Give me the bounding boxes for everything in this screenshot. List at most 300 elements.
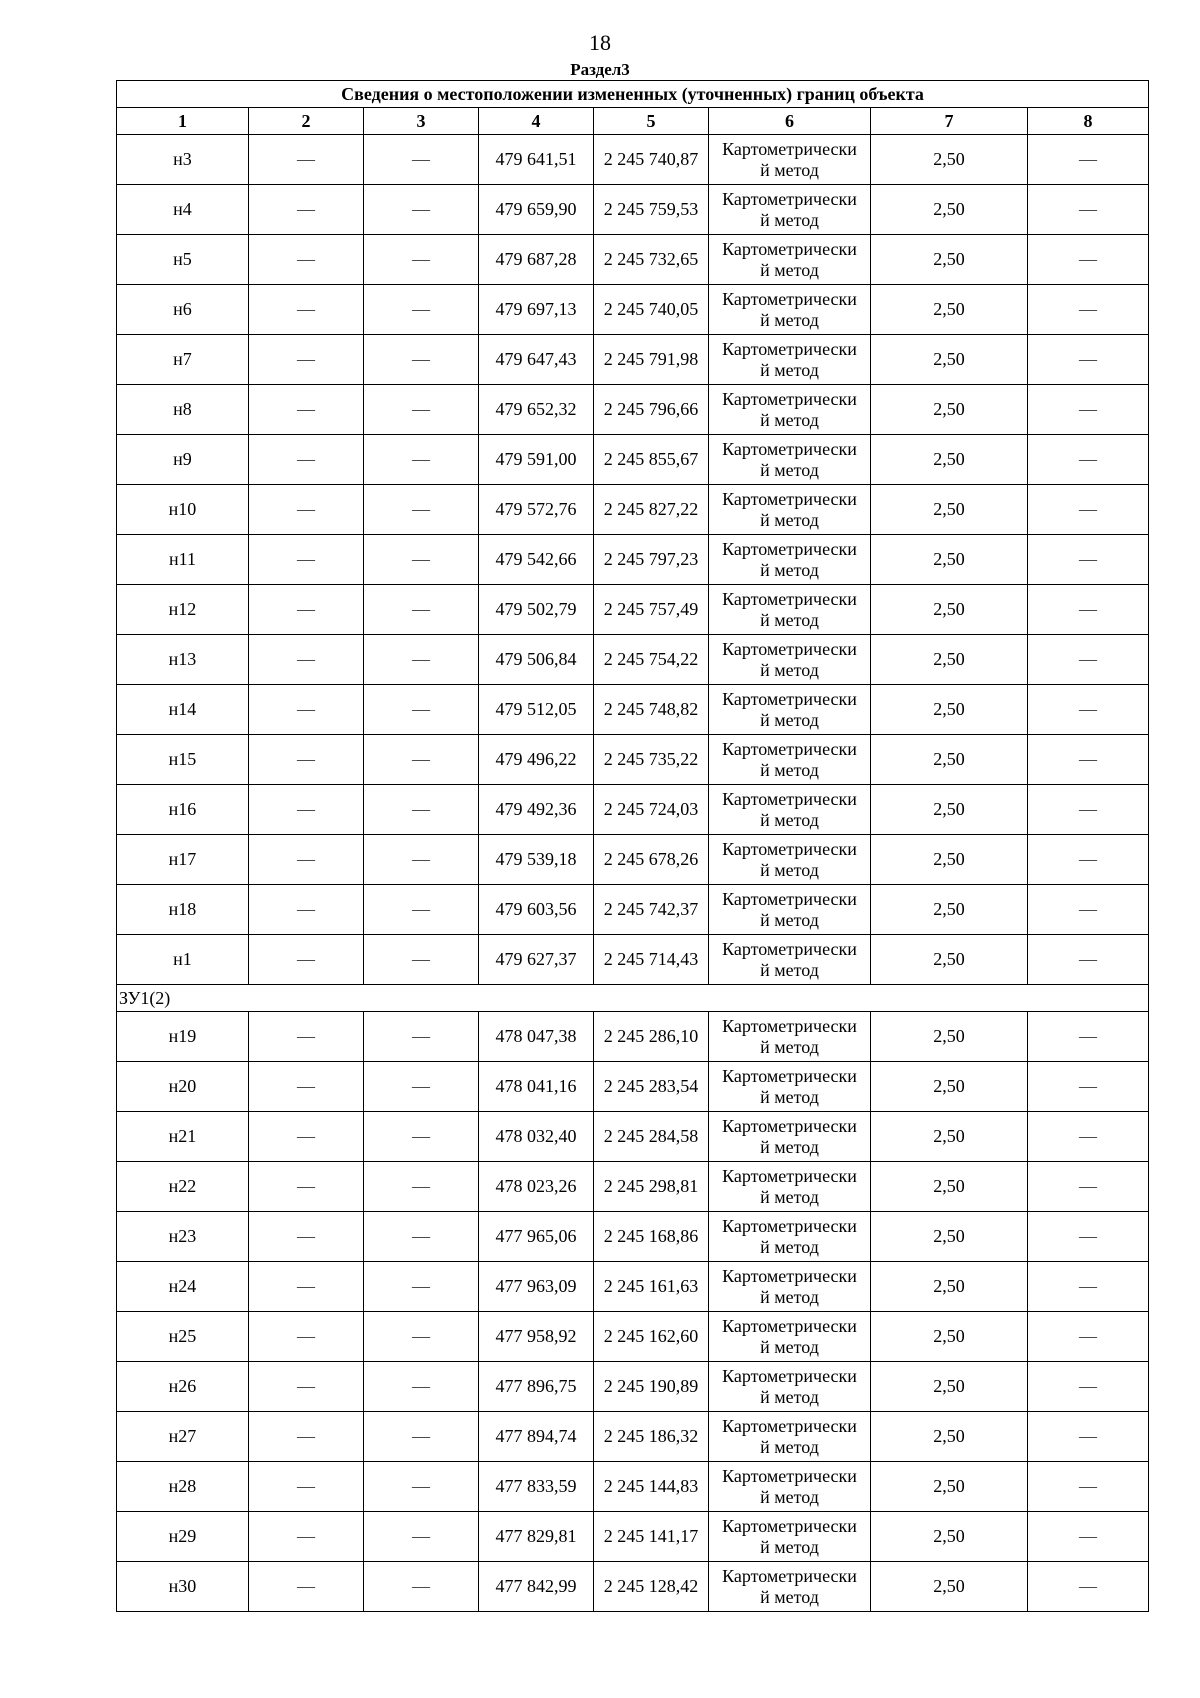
method-text-line1: Картометрически <box>722 1515 857 1536</box>
y-coordinate-cell: 2 245 161,63 <box>594 1262 709 1312</box>
method-cell <box>709 735 871 785</box>
table-row <box>117 735 1149 785</box>
method-cell <box>709 585 871 635</box>
method-cell <box>709 1012 871 1062</box>
dash-cell: — <box>1028 435 1149 485</box>
dash-cell: — <box>1028 1162 1149 1212</box>
dash-cell: — <box>1028 1312 1149 1362</box>
y-coordinate-cell: 2 245 740,05 <box>594 285 709 335</box>
dash-cell: — <box>364 685 479 735</box>
dash-cell: — <box>1028 1062 1149 1112</box>
dash-cell: — <box>1028 585 1149 635</box>
y-coordinate-cell: 2 245 190,89 <box>594 1362 709 1412</box>
method-cell <box>709 1562 871 1612</box>
method-cell <box>709 1312 871 1362</box>
point-name-cell: н20 <box>117 1062 249 1112</box>
y-coordinate-cell: 2 245 284,58 <box>594 1112 709 1162</box>
accuracy-cell: 2,50 <box>871 1012 1028 1062</box>
method-text-line1: Картометрически <box>722 238 857 259</box>
table-row <box>117 135 1149 185</box>
x-coordinate-cell: 479 687,28 <box>479 235 594 285</box>
method-text-line2: й метод <box>760 1036 819 1057</box>
table-row <box>117 1212 1149 1262</box>
table-row <box>117 335 1149 385</box>
table-row <box>117 185 1149 235</box>
dash-cell: — <box>1028 885 1149 935</box>
x-coordinate-cell: 477 894,74 <box>479 1412 594 1462</box>
point-name-cell: н5 <box>117 235 249 285</box>
method-text-line2: й метод <box>760 1536 819 1557</box>
method-text-line1: Картометрически <box>722 1415 857 1436</box>
x-coordinate-cell: 479 512,05 <box>479 685 594 735</box>
y-coordinate-cell: 2 245 128,42 <box>594 1562 709 1612</box>
table-row <box>117 1412 1149 1462</box>
method-text-line2: й метод <box>760 1136 819 1157</box>
x-coordinate-cell: 479 641,51 <box>479 135 594 185</box>
point-name-cell: н29 <box>117 1512 249 1562</box>
section-label: Раздел3 <box>570 60 630 79</box>
dash-cell: — <box>364 1162 479 1212</box>
dash-cell: — <box>1028 535 1149 585</box>
point-name-cell: н11 <box>117 535 249 585</box>
dash-cell: — <box>1028 635 1149 685</box>
y-coordinate-cell: 2 245 754,22 <box>594 635 709 685</box>
method-text-line2: й метод <box>760 1436 819 1457</box>
point-name-cell: н21 <box>117 1112 249 1162</box>
x-coordinate-cell: 477 829,81 <box>479 1512 594 1562</box>
method-cell <box>709 1112 871 1162</box>
dash-cell: — <box>364 1262 479 1312</box>
method-text-line2: й метод <box>760 309 819 330</box>
point-name-cell: н27 <box>117 1412 249 1462</box>
method-text-line1: Картометрически <box>722 1365 857 1386</box>
method-cell <box>709 835 871 885</box>
column-number: 6 <box>709 108 871 135</box>
point-name-cell: н17 <box>117 835 249 885</box>
dash-cell: — <box>249 885 364 935</box>
point-name-cell: н23 <box>117 1212 249 1262</box>
dash-cell: — <box>364 935 479 985</box>
dash-cell: — <box>249 535 364 585</box>
dash-cell: — <box>249 835 364 885</box>
method-text-line2: й метод <box>760 909 819 930</box>
dash-cell: — <box>1028 1362 1149 1412</box>
point-name-cell: н14 <box>117 685 249 735</box>
dash-cell: — <box>249 1312 364 1362</box>
point-name-cell: н19 <box>117 1012 249 1062</box>
x-coordinate-cell: 477 963,09 <box>479 1262 594 1312</box>
point-name-cell: н10 <box>117 485 249 535</box>
dash-cell: — <box>249 1262 364 1312</box>
dash-cell: — <box>1028 1262 1149 1312</box>
dash-cell: — <box>364 235 479 285</box>
y-coordinate-cell: 2 245 796,66 <box>594 385 709 435</box>
method-cell <box>709 135 871 185</box>
method-cell <box>709 1412 871 1462</box>
dash-cell: — <box>249 1562 364 1612</box>
x-coordinate-cell: 479 627,37 <box>479 935 594 985</box>
dash-cell: — <box>364 335 479 385</box>
table-row <box>117 685 1149 735</box>
x-coordinate-cell: 478 032,40 <box>479 1112 594 1162</box>
dash-cell: — <box>249 285 364 335</box>
y-coordinate-cell: 2 245 759,53 <box>594 185 709 235</box>
x-coordinate-cell: 479 697,13 <box>479 285 594 335</box>
table-caption: Сведения о местоположении измененных (уточненных) границ объекта <box>117 81 1149 108</box>
x-coordinate-cell: 479 591,00 <box>479 435 594 485</box>
table-row <box>117 1362 1149 1412</box>
method-text-line1: Картометрически <box>722 788 857 809</box>
x-coordinate-cell: 477 958,92 <box>479 1312 594 1362</box>
method-cell <box>709 485 871 535</box>
x-coordinate-cell: 479 506,84 <box>479 635 594 685</box>
accuracy-cell: 2,50 <box>871 1512 1028 1562</box>
point-name-cell: н15 <box>117 735 249 785</box>
table-row <box>117 835 1149 885</box>
method-cell <box>709 1262 871 1312</box>
table-row <box>117 385 1149 435</box>
accuracy-cell: 2,50 <box>871 1412 1028 1462</box>
method-text-line1: Картометрически <box>722 1465 857 1486</box>
method-text-line1: Картометрически <box>722 138 857 159</box>
dash-cell: — <box>364 285 479 335</box>
table-row <box>117 785 1149 835</box>
dash-cell: — <box>249 785 364 835</box>
y-coordinate-cell: 2 245 162,60 <box>594 1312 709 1362</box>
dash-cell: — <box>249 635 364 685</box>
method-cell <box>709 185 871 235</box>
boundary-coordinates-table <box>116 80 1149 1612</box>
accuracy-cell: 2,50 <box>871 535 1028 585</box>
y-coordinate-cell: 2 245 144,83 <box>594 1462 709 1512</box>
point-name-cell: н22 <box>117 1162 249 1212</box>
method-text-line2: й метод <box>760 1586 819 1607</box>
table-row <box>117 935 1149 985</box>
method-cell <box>709 1462 871 1512</box>
dash-cell: — <box>1028 1562 1149 1612</box>
group-label: ЗУ1(2) <box>117 985 1149 1012</box>
x-coordinate-cell: 477 965,06 <box>479 1212 594 1262</box>
accuracy-cell: 2,50 <box>871 1562 1028 1612</box>
method-text-line1: Картометрически <box>722 538 857 559</box>
dash-cell: — <box>249 1212 364 1262</box>
dash-cell: — <box>1028 785 1149 835</box>
y-coordinate-cell: 2 245 827,22 <box>594 485 709 535</box>
method-text-line1: Картометрически <box>722 1065 857 1086</box>
method-cell <box>709 1212 871 1262</box>
method-text-line2: й метод <box>760 409 819 430</box>
method-text-line2: й метод <box>760 1286 819 1307</box>
column-number: 7 <box>871 108 1028 135</box>
accuracy-cell: 2,50 <box>871 485 1028 535</box>
accuracy-cell: 2,50 <box>871 435 1028 485</box>
method-cell <box>709 535 871 585</box>
y-coordinate-cell: 2 245 791,98 <box>594 335 709 385</box>
dash-cell: — <box>249 1062 364 1112</box>
dash-cell: — <box>364 885 479 935</box>
point-name-cell: н24 <box>117 1262 249 1312</box>
dash-cell: — <box>1028 235 1149 285</box>
point-name-cell: н18 <box>117 885 249 935</box>
x-coordinate-cell: 479 502,79 <box>479 585 594 635</box>
dash-cell: — <box>364 1112 479 1162</box>
dash-cell: — <box>364 1312 479 1362</box>
dash-cell: — <box>364 1212 479 1262</box>
table-row <box>117 585 1149 635</box>
table-row <box>117 635 1149 685</box>
point-name-cell: н9 <box>117 435 249 485</box>
point-name-cell: н8 <box>117 385 249 435</box>
accuracy-cell: 2,50 <box>871 635 1028 685</box>
dash-cell: — <box>364 485 479 535</box>
y-coordinate-cell: 2 245 714,43 <box>594 935 709 985</box>
dash-cell: — <box>1028 385 1149 435</box>
method-text-line1: Картометрически <box>722 288 857 309</box>
method-text-line1: Картометрически <box>722 188 857 209</box>
method-text-line1: Картометрически <box>722 638 857 659</box>
accuracy-cell: 2,50 <box>871 835 1028 885</box>
dash-cell: — <box>364 1462 479 1512</box>
accuracy-cell: 2,50 <box>871 935 1028 985</box>
method-text-line2: й метод <box>760 959 819 980</box>
y-coordinate-cell: 2 245 748,82 <box>594 685 709 735</box>
method-text-line1: Картометрически <box>722 1565 857 1586</box>
method-cell <box>709 935 871 985</box>
table-row <box>117 235 1149 285</box>
method-text-line1: Картометрически <box>722 1215 857 1236</box>
x-coordinate-cell: 479 539,18 <box>479 835 594 885</box>
point-name-cell: н3 <box>117 135 249 185</box>
y-coordinate-cell: 2 245 742,37 <box>594 885 709 935</box>
table-row <box>117 485 1149 535</box>
column-number: 2 <box>249 108 364 135</box>
point-name-cell: н7 <box>117 335 249 385</box>
method-text-line1: Картометрически <box>722 1115 857 1136</box>
accuracy-cell: 2,50 <box>871 735 1028 785</box>
method-cell <box>709 435 871 485</box>
method-text-line2: й метод <box>760 159 819 180</box>
point-name-cell: н25 <box>117 1312 249 1362</box>
dash-cell: — <box>1028 285 1149 335</box>
method-text-line2: й метод <box>760 659 819 680</box>
method-text-line2: й метод <box>760 809 819 830</box>
y-coordinate-cell: 2 245 855,67 <box>594 435 709 485</box>
dash-cell: — <box>364 135 479 185</box>
table-row <box>117 885 1149 935</box>
accuracy-cell: 2,50 <box>871 335 1028 385</box>
method-text-line1: Картометрически <box>722 338 857 359</box>
method-text-line2: й метод <box>760 709 819 730</box>
method-cell <box>709 1362 871 1412</box>
accuracy-cell: 2,50 <box>871 285 1028 335</box>
dash-cell: — <box>364 1362 479 1412</box>
dash-cell: — <box>364 535 479 585</box>
dash-cell: — <box>1028 485 1149 535</box>
method-text-line2: й метод <box>760 259 819 280</box>
method-text-line2: й метод <box>760 1336 819 1357</box>
accuracy-cell: 2,50 <box>871 585 1028 635</box>
dash-cell: — <box>364 735 479 785</box>
column-number: 8 <box>1028 108 1149 135</box>
column-number: 1 <box>117 108 249 135</box>
dash-cell: — <box>249 1412 364 1462</box>
table-row <box>117 285 1149 335</box>
y-coordinate-cell: 2 245 678,26 <box>594 835 709 885</box>
method-cell <box>709 1062 871 1112</box>
method-cell <box>709 385 871 435</box>
table-row <box>117 1162 1149 1212</box>
dash-cell: — <box>1028 1412 1149 1462</box>
dash-cell: — <box>364 1062 479 1112</box>
method-text-line2: й метод <box>760 1086 819 1107</box>
group-header-row <box>117 985 1149 1012</box>
y-coordinate-cell: 2 245 757,49 <box>594 585 709 635</box>
dash-cell: — <box>249 685 364 735</box>
x-coordinate-cell: 479 496,22 <box>479 735 594 785</box>
method-cell <box>709 635 871 685</box>
method-text-line2: й метод <box>760 759 819 780</box>
dash-cell: — <box>249 1112 364 1162</box>
dash-cell: — <box>249 235 364 285</box>
table-body <box>117 135 1149 1612</box>
dash-cell: — <box>249 335 364 385</box>
x-coordinate-cell: 477 896,75 <box>479 1362 594 1412</box>
table-row <box>117 1312 1149 1362</box>
page-number: 18 <box>589 30 611 55</box>
y-coordinate-cell: 2 245 283,54 <box>594 1062 709 1112</box>
method-text-line2: й метод <box>760 1386 819 1407</box>
dash-cell: — <box>249 735 364 785</box>
table-row <box>117 1012 1149 1062</box>
x-coordinate-cell: 478 047,38 <box>479 1012 594 1062</box>
method-text-line2: й метод <box>760 1236 819 1257</box>
method-text-line1: Картометрически <box>722 388 857 409</box>
accuracy-cell: 2,50 <box>871 1212 1028 1262</box>
y-coordinate-cell: 2 245 740,87 <box>594 135 709 185</box>
dash-cell: — <box>249 435 364 485</box>
table-row <box>117 1562 1149 1612</box>
x-coordinate-cell: 478 023,26 <box>479 1162 594 1212</box>
accuracy-cell: 2,50 <box>871 785 1028 835</box>
y-coordinate-cell: 2 245 286,10 <box>594 1012 709 1062</box>
dash-cell: — <box>1028 935 1149 985</box>
x-coordinate-cell: 479 492,36 <box>479 785 594 835</box>
method-text-line2: й метод <box>760 559 819 580</box>
method-text-line2: й метод <box>760 1186 819 1207</box>
method-text-line1: Картометрически <box>722 938 857 959</box>
dash-cell: — <box>249 1012 364 1062</box>
accuracy-cell: 2,50 <box>871 1062 1028 1112</box>
x-coordinate-cell: 479 659,90 <box>479 185 594 235</box>
x-coordinate-cell: 479 652,32 <box>479 385 594 435</box>
dash-cell: — <box>364 635 479 685</box>
method-text-line2: й метод <box>760 1486 819 1507</box>
method-text-line2: й метод <box>760 209 819 230</box>
accuracy-cell: 2,50 <box>871 1262 1028 1312</box>
point-name-cell: н1 <box>117 935 249 985</box>
dash-cell: — <box>1028 1112 1149 1162</box>
x-coordinate-cell: 479 542,66 <box>479 535 594 585</box>
dash-cell: — <box>249 485 364 535</box>
accuracy-cell: 2,50 <box>871 235 1028 285</box>
table-row <box>117 1262 1149 1312</box>
method-text-line1: Картометрически <box>722 1265 857 1286</box>
method-cell <box>709 785 871 835</box>
method-text-line1: Картометрически <box>722 888 857 909</box>
method-text-line1: Картометрически <box>722 738 857 759</box>
method-cell <box>709 685 871 735</box>
y-coordinate-cell: 2 245 724,03 <box>594 785 709 835</box>
dash-cell: — <box>1028 1462 1149 1512</box>
dash-cell: — <box>1028 685 1149 735</box>
table-row <box>117 1062 1149 1112</box>
method-cell <box>709 1512 871 1562</box>
x-coordinate-cell: 479 572,76 <box>479 485 594 535</box>
column-number: 5 <box>594 108 709 135</box>
point-name-cell: н26 <box>117 1362 249 1412</box>
dash-cell: — <box>364 1012 479 1062</box>
x-coordinate-cell: 477 842,99 <box>479 1562 594 1612</box>
dash-cell: — <box>1028 1512 1149 1562</box>
table-row <box>117 1112 1149 1162</box>
method-cell <box>709 285 871 335</box>
y-coordinate-cell: 2 245 298,81 <box>594 1162 709 1212</box>
method-text-line2: й метод <box>760 359 819 380</box>
accuracy-cell: 2,50 <box>871 885 1028 935</box>
method-text-line1: Картометрически <box>722 1015 857 1036</box>
method-text-line2: й метод <box>760 609 819 630</box>
dash-cell: — <box>364 435 479 485</box>
accuracy-cell: 2,50 <box>871 1162 1028 1212</box>
dash-cell: — <box>364 1512 479 1562</box>
dash-cell: — <box>249 185 364 235</box>
dash-cell: — <box>364 585 479 635</box>
dash-cell: — <box>364 785 479 835</box>
method-text-line1: Картометрически <box>722 438 857 459</box>
method-cell <box>709 235 871 285</box>
point-name-cell: н4 <box>117 185 249 235</box>
y-coordinate-cell: 2 245 735,22 <box>594 735 709 785</box>
column-number: 3 <box>364 108 479 135</box>
accuracy-cell: 2,50 <box>871 135 1028 185</box>
method-text-line2: й метод <box>760 459 819 480</box>
dash-cell: — <box>1028 185 1149 235</box>
dash-cell: — <box>249 1362 364 1412</box>
accuracy-cell: 2,50 <box>871 385 1028 435</box>
method-text-line1: Картометрически <box>722 688 857 709</box>
dash-cell: — <box>364 185 479 235</box>
method-text-line1: Картометрически <box>722 1165 857 1186</box>
y-coordinate-cell: 2 245 186,32 <box>594 1412 709 1462</box>
y-coordinate-cell: 2 245 168,86 <box>594 1212 709 1262</box>
dash-cell: — <box>1028 1212 1149 1262</box>
x-coordinate-cell: 479 603,56 <box>479 885 594 935</box>
point-name-cell: н13 <box>117 635 249 685</box>
dash-cell: — <box>249 135 364 185</box>
column-number: 4 <box>479 108 594 135</box>
dash-cell: — <box>1028 835 1149 885</box>
point-name-cell: н6 <box>117 285 249 335</box>
y-coordinate-cell: 2 245 797,23 <box>594 535 709 585</box>
dash-cell: — <box>1028 335 1149 385</box>
dash-cell: — <box>249 385 364 435</box>
point-name-cell: н28 <box>117 1462 249 1512</box>
accuracy-cell: 2,50 <box>871 1312 1028 1362</box>
accuracy-cell: 2,50 <box>871 1362 1028 1412</box>
dash-cell: — <box>364 1412 479 1462</box>
accuracy-cell: 2,50 <box>871 1112 1028 1162</box>
method-cell <box>709 335 871 385</box>
